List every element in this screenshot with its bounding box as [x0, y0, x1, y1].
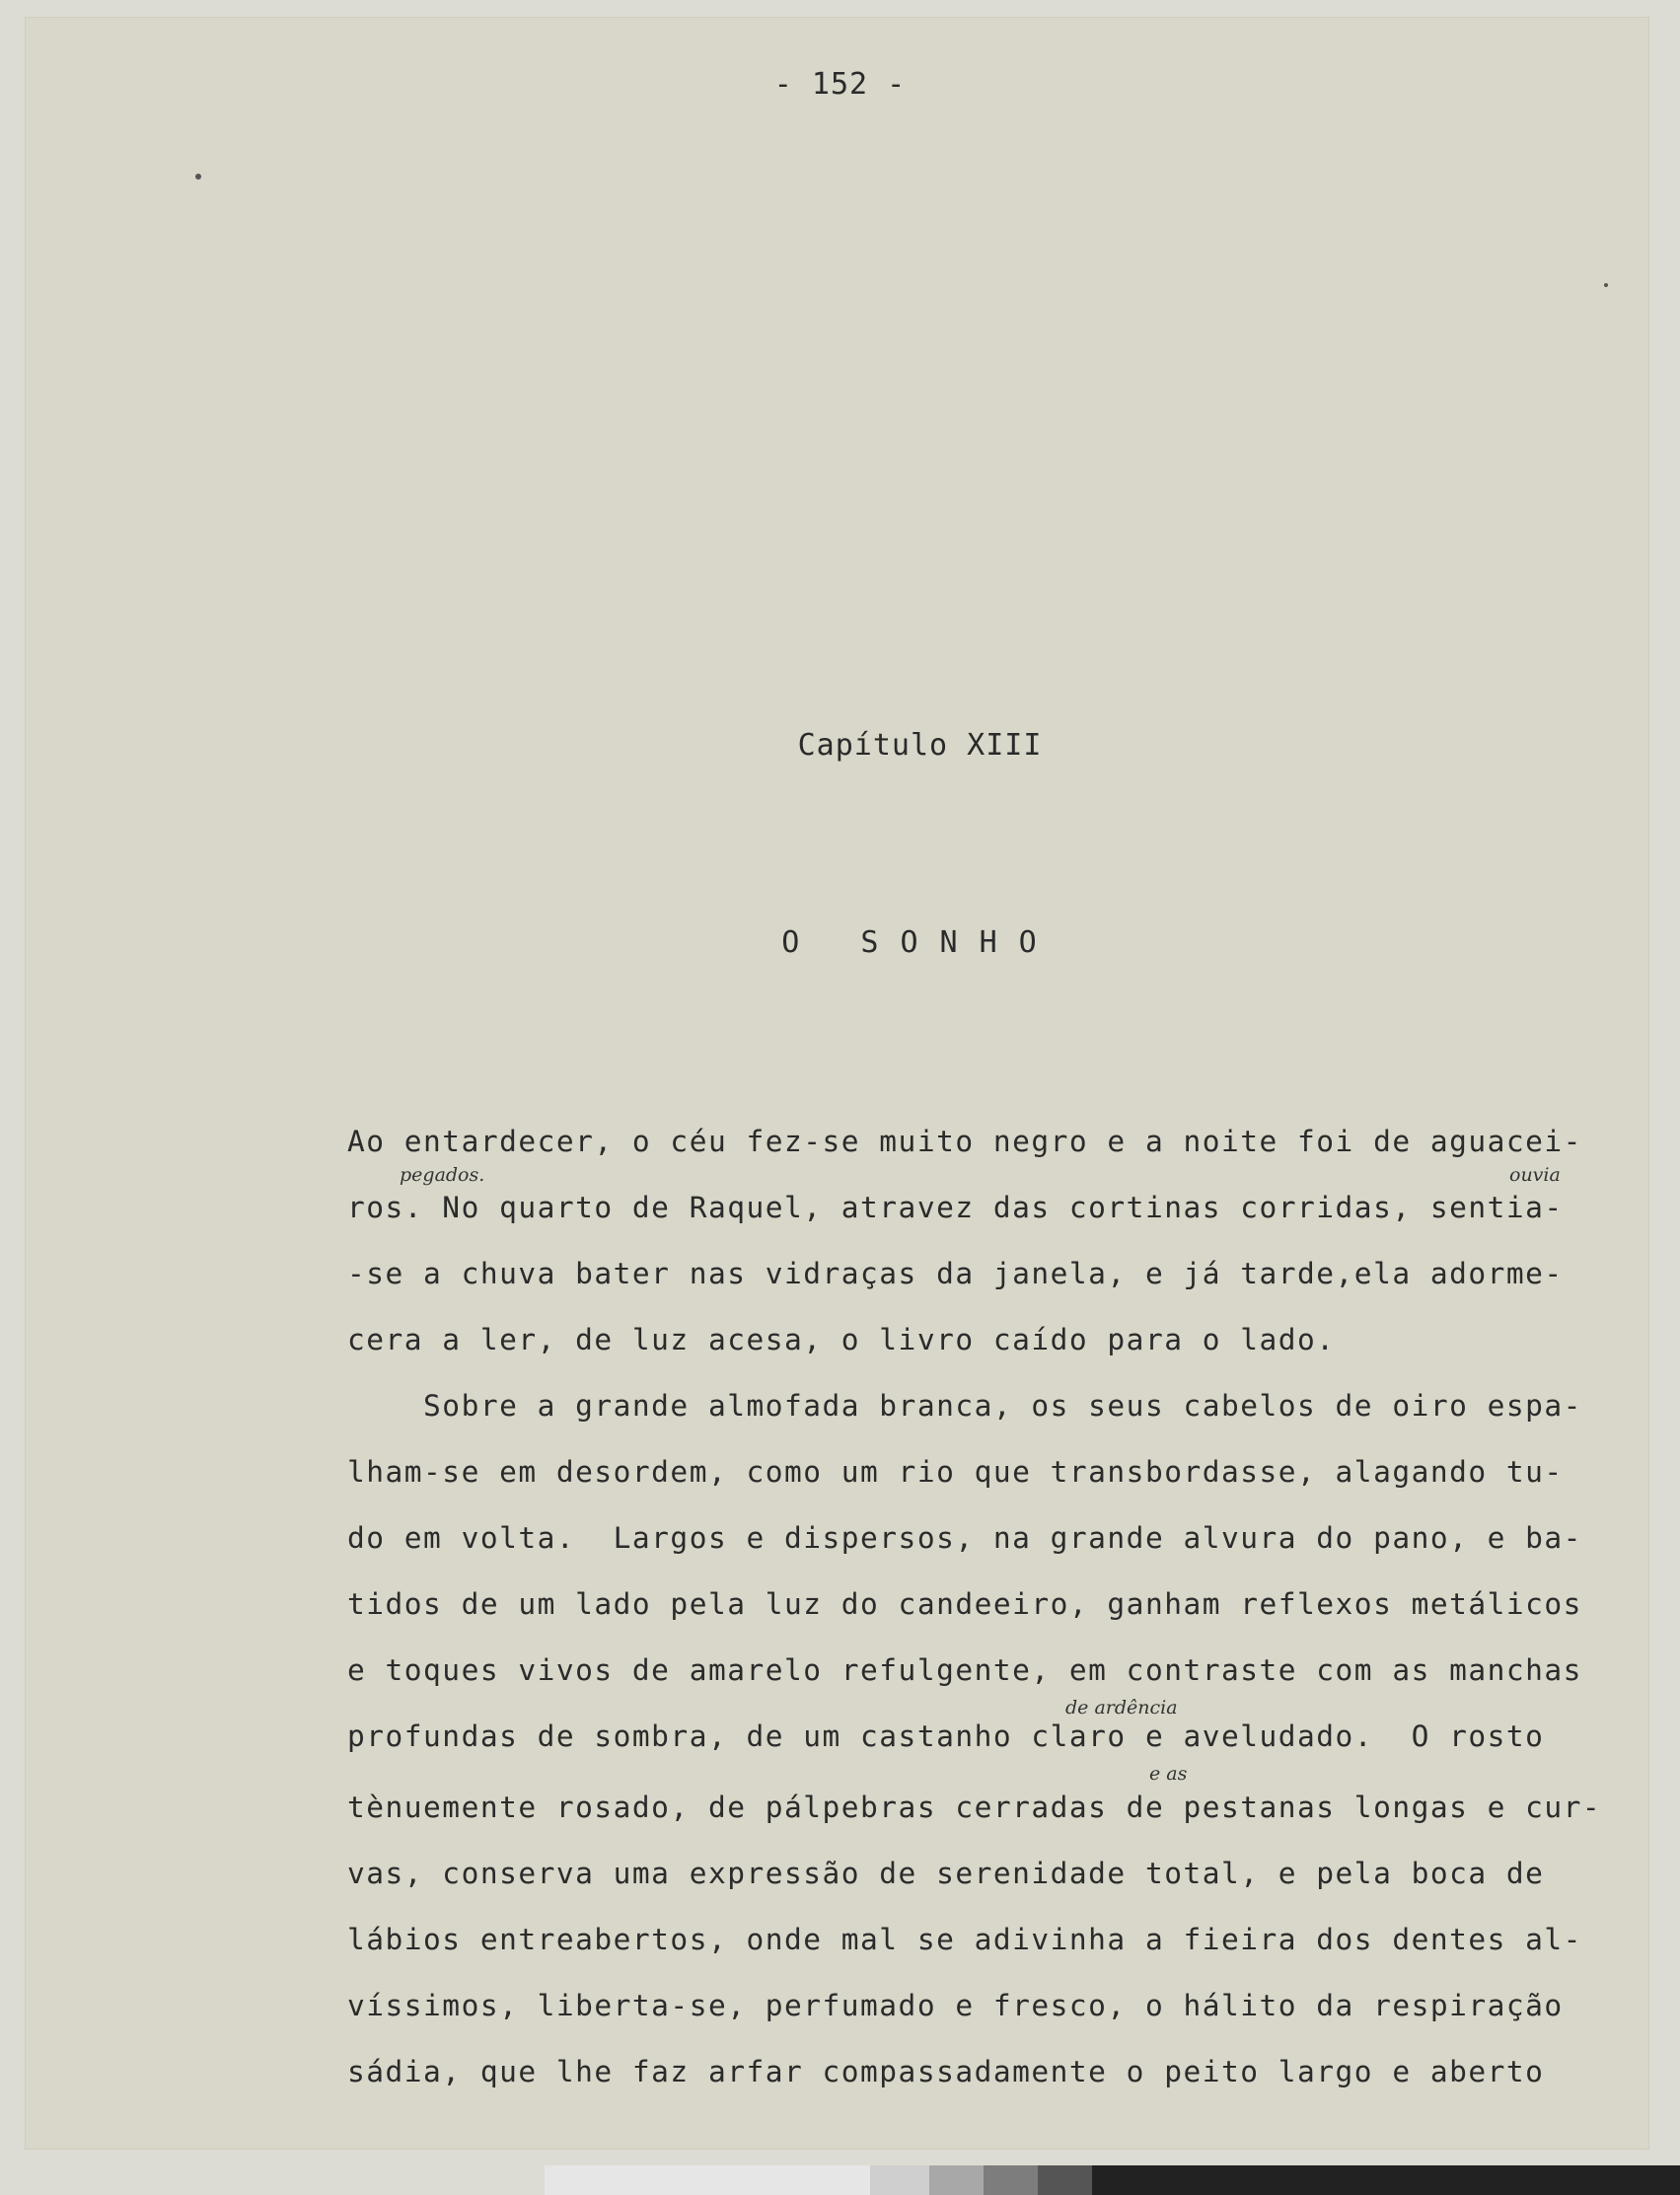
- page-number: - 152 -: [773, 67, 907, 102]
- text-line: Sobre a grande almofada branca, os seus cabelos de oiro espa-: [347, 1389, 1582, 1423]
- color-scale-bar: [545, 2165, 1680, 2195]
- handwritten-annotation: pegados.: [400, 1164, 485, 1186]
- text-line: víssimos, liberta-se, perfumado e fresco, o hálito da respiração: [347, 1989, 1564, 2022]
- ink-mark: [1604, 283, 1608, 287]
- text-line: -se a chuva bater nas vidraças da janela, e já tarde,ela adorme-: [347, 1257, 1564, 1290]
- text-line: do em volta. Largos e dispersos, na grande alvura do pano, e ba-: [347, 1521, 1582, 1555]
- text-line: profundas de sombra, de um castanho claro e aveludado. O rosto: [347, 1719, 1545, 1753]
- document-page: [26, 18, 1648, 2149]
- text-line: e toques vivos de amarelo refulgente, em contraste com as manchas: [347, 1653, 1582, 1687]
- chapter-title: Capítulo XIII: [797, 728, 1043, 763]
- text-line: lham-se em desordem, como um rio que transbordasse, alagando tu-: [347, 1455, 1564, 1489]
- scale-segment: [870, 2165, 929, 2195]
- scale-segment: [929, 2165, 984, 2195]
- scale-segment: [984, 2165, 1038, 2195]
- text-line: sádia, que lhe faz arfar compassadamente o peito largo e aberto: [347, 2055, 1545, 2088]
- chapter-subtitle: O SONHO: [781, 925, 1059, 960]
- text-line: vas, conserva uma expressão de serenidade total, e pela boca de: [347, 1857, 1545, 1890]
- scale-segment: [1092, 2165, 1680, 2195]
- text-line: Ao entardecer, o céu fez-se muito negro e a noite foi de aguacei-: [347, 1125, 1582, 1158]
- scale-segment: [1038, 2165, 1092, 2195]
- text-line: tènuemente rosado, de pálpebras cerradas de pestanas longas e cur-: [347, 1791, 1602, 1824]
- handwritten-annotation: de ardência: [1065, 1697, 1178, 1719]
- handwritten-annotation: ouvia: [1509, 1164, 1561, 1186]
- text-line: tidos de um lado pela luz do candeeiro, ganham reflexos metálicos: [347, 1587, 1582, 1621]
- handwritten-annotation: e as: [1149, 1763, 1188, 1785]
- scale-segment: [545, 2165, 870, 2195]
- text-line: cera a ler, de luz acesa, o livro caído para o lado.: [347, 1323, 1336, 1356]
- text-line: lábios entreabertos, onde mal se adivinha a fieira dos dentes al-: [347, 1923, 1582, 1956]
- ink-mark: [195, 174, 201, 180]
- text-line: ros. No quarto de Raquel, atravez das cortinas corridas, sentia-: [347, 1191, 1564, 1224]
